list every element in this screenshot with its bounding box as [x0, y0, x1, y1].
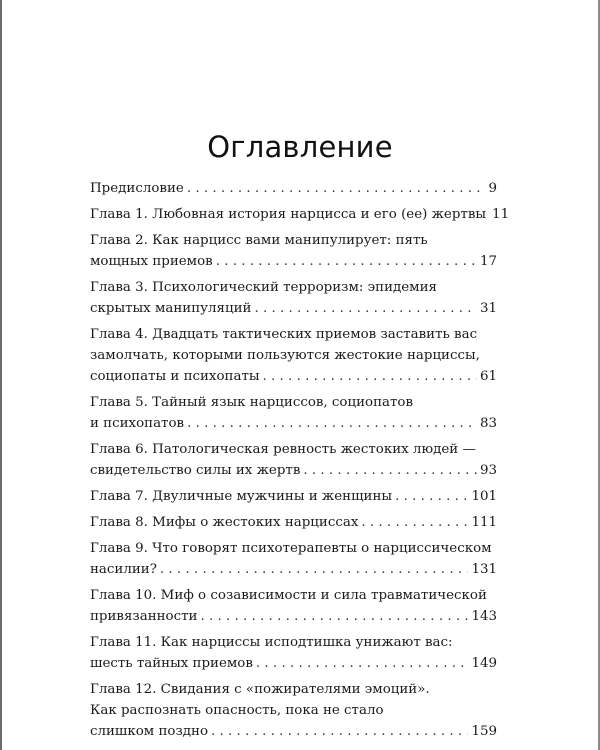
toc-entry-text: Глава 1. Любовная история нарцисса и его (ее) жертвы: [90, 207, 487, 222]
toc-entry-line: [90, 277, 497, 298]
dot-leader: [211, 721, 468, 742]
dot-leader: [395, 486, 468, 507]
toc-entry-text: привязанности: [90, 609, 198, 624]
toc-page-number: 61: [479, 369, 497, 384]
dot-leader: [160, 559, 469, 580]
toc-entry-text: Глава 11. Как нарциссы исподтишка унижают вас:: [90, 635, 453, 650]
toc-entry: [90, 324, 497, 387]
toc-page-number: 93: [479, 463, 497, 478]
toc-entry-last-line: [90, 606, 497, 627]
toc-entry-last-line: [90, 559, 497, 580]
toc-entry: [90, 679, 497, 742]
toc-entry-line: [90, 230, 497, 251]
toc-entry-text: насилии?: [90, 562, 157, 577]
toc-entry-text: слишком поздно: [90, 724, 209, 739]
page-title: Оглавление: [207, 130, 393, 164]
dot-leader: [187, 178, 486, 199]
dot-leader: [361, 512, 468, 533]
toc-entry-line: [90, 585, 497, 606]
toc-page-number: 9: [488, 181, 497, 196]
toc-entry: [90, 230, 497, 272]
dot-leader: [187, 413, 477, 434]
toc-page-number: 159: [471, 724, 497, 739]
toc-entry-line: [90, 324, 497, 345]
toc-entry-text: Глава 4. Двадцать тактических приемов заставить вас: [90, 327, 478, 342]
toc-entry-line: [90, 679, 497, 700]
toc-page-number: 83: [479, 416, 497, 431]
toc-entry-line: [90, 700, 497, 721]
toc-entry-last-line: [90, 204, 510, 225]
toc-entry-last-line: [90, 512, 497, 533]
toc-entry-last-line: [90, 298, 497, 319]
toc-entry-last-line: [90, 721, 497, 742]
toc-entry: [90, 204, 510, 225]
toc-entry: [90, 512, 497, 533]
toc-page-number: 111: [471, 515, 497, 530]
toc-entry-line: [90, 345, 497, 366]
toc-page-number: 31: [479, 301, 497, 316]
toc-entry-text: Глава 5. Тайный язык нарциссов, социопатов: [90, 395, 414, 410]
toc-entry-line: [90, 392, 497, 413]
table-of-contents: [90, 178, 510, 747]
toc-entry: [90, 486, 497, 507]
toc-entry-last-line: [90, 486, 497, 507]
toc-entry-line: [90, 538, 497, 559]
toc-entry-text: Глава 7. Двуличные мужчины и женщины: [90, 489, 393, 504]
toc-entry-text: Глава 3. Психологический терроризм: эпидемия: [90, 280, 437, 295]
toc-page-number: 143: [471, 609, 497, 624]
toc-entry-text: Глава 12. Свидания с «пожирателями эмоций».: [90, 682, 430, 697]
dot-leader: [256, 653, 469, 674]
dot-leader: [303, 460, 477, 481]
toc-entry-text: и психопатов: [90, 416, 185, 431]
toc-entry-text: Глава 9. Что говорят психотерапевты о нарциссическом: [90, 541, 492, 556]
toc-entry: [90, 585, 497, 627]
page-edge-left: [0, 0, 2, 750]
toc-entry-last-line: [90, 366, 497, 387]
toc-entry: [90, 538, 497, 580]
dot-leader: [254, 298, 477, 319]
dot-leader: [263, 366, 477, 387]
toc-entry-text: Предисловие: [90, 181, 184, 196]
toc-entry: [90, 277, 497, 319]
toc-entry-text: скрытых манипуляций: [90, 301, 252, 316]
toc-entry-text: Как распознать опасность, пока не стало: [90, 703, 384, 718]
toc-entry-last-line: [90, 251, 497, 272]
toc-entry-line: [90, 632, 497, 653]
toc-entry-text: свидетельство силы их жертв: [90, 463, 301, 478]
toc-entry-last-line: [90, 413, 497, 434]
toc-entry: [90, 439, 497, 481]
toc-page-number: 149: [471, 656, 497, 671]
toc-entry-text: Глава 2. Как нарцисс вами манипулирует: пять: [90, 233, 428, 248]
dot-leader: [200, 606, 468, 627]
toc-entry-text: Глава 6. Патологическая ревность жестоких людей —: [90, 442, 476, 457]
toc-entry-last-line: [90, 653, 497, 674]
toc-entry: [90, 178, 497, 199]
toc-entry-text: Глава 10. Миф о созависимости и сила травматической: [90, 588, 487, 603]
toc-page-number: 131: [471, 562, 497, 577]
toc-entry-text: замолчать, которыми пользуются жестокие нарциссы,: [90, 348, 480, 363]
toc-entry-text: Глава 8. Мифы о жестоких нарциссах: [90, 515, 359, 530]
toc-entry-last-line: [90, 460, 497, 481]
toc-page-number: 11: [492, 207, 510, 222]
toc-entry: [90, 392, 497, 434]
toc-entry-line: [90, 439, 497, 460]
dot-leader: [216, 251, 477, 272]
toc-entry-text: мощных приемов: [90, 254, 213, 269]
toc-entry: [90, 632, 497, 674]
toc-entry-text: социопаты и психопаты: [90, 369, 260, 384]
toc-page-number: 17: [479, 254, 497, 269]
toc-entry-text: шесть тайных приемов: [90, 656, 253, 671]
toc-entry-last-line: [90, 178, 497, 199]
toc-page-number: 101: [471, 489, 497, 504]
